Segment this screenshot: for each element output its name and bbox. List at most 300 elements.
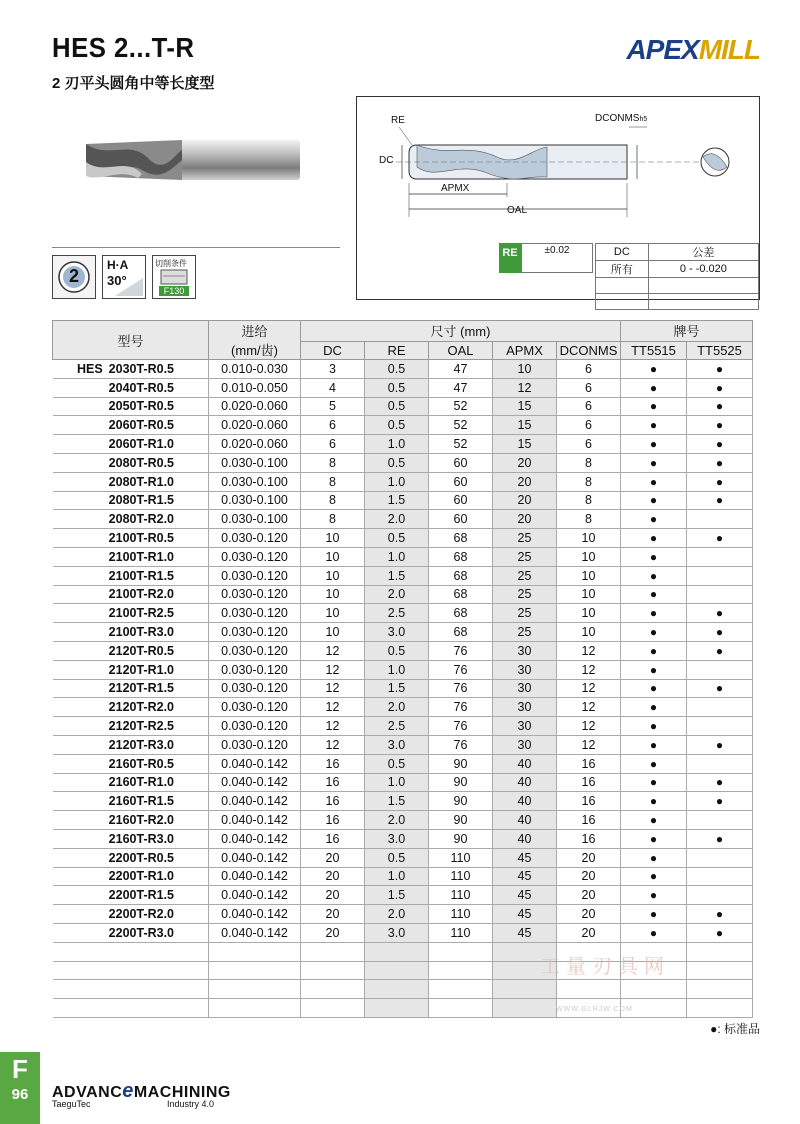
apmx-cell: 20 [493, 491, 557, 510]
table-row [53, 585, 753, 604]
oal-cell: 90 [429, 829, 493, 848]
model-code: 2080T-R1.0 [108, 474, 174, 489]
model-cell [53, 717, 209, 736]
feed-cell: 0.040-0.142 [209, 923, 301, 942]
model-cell [53, 378, 209, 397]
oal-cell: 60 [429, 453, 493, 472]
tt5525-cell [687, 547, 753, 566]
empty-cell [53, 942, 209, 961]
model-cell [53, 623, 209, 642]
model-code: 2100T-R1.5 [108, 568, 174, 583]
dconms-cell: 8 [557, 491, 621, 510]
tt5515-cell: ● [621, 811, 687, 830]
model-cell [53, 416, 209, 435]
model-code: 2200T-R1.5 [108, 888, 174, 903]
model-code: 2100T-R3.0 [108, 625, 174, 640]
re-cell: 1.0 [365, 660, 429, 679]
tt5515-cell: ● [621, 453, 687, 472]
feed-cell: 0.030-0.120 [209, 735, 301, 754]
re-cell: 0.5 [365, 397, 429, 416]
re-cell: 1.5 [365, 792, 429, 811]
end-mill-photo [80, 130, 310, 190]
apmx-cell: 15 [493, 416, 557, 435]
tol-empty [596, 294, 649, 310]
dc-cell: 10 [301, 585, 365, 604]
product-table [52, 320, 753, 1018]
table-row [53, 529, 753, 548]
dconms-cell: 16 [557, 792, 621, 811]
table-row [53, 754, 753, 773]
dconms-cell: 6 [557, 360, 621, 379]
dconms-cell: 20 [557, 848, 621, 867]
oal-cell: 68 [429, 547, 493, 566]
table-row [53, 735, 753, 754]
tt5525-cell: ● [687, 472, 753, 491]
model-code: 2160T-R0.5 [108, 756, 174, 771]
helix-label: H·A [107, 258, 129, 272]
tt5525-cell [687, 566, 753, 585]
dconms-sub: h5 [639, 116, 648, 123]
dc-cell: 4 [301, 378, 365, 397]
header-feed-unit: (mm/齿) [231, 343, 278, 358]
table-row [53, 604, 753, 623]
model-code: 2100T-R2.5 [108, 606, 174, 621]
oal-cell: 90 [429, 773, 493, 792]
tt5525-cell [687, 585, 753, 604]
dc-cell: 16 [301, 811, 365, 830]
empty-cell [209, 980, 301, 999]
tt5515-cell: ● [621, 848, 687, 867]
feed-cell: 0.030-0.100 [209, 472, 301, 491]
feed-cell: 0.020-0.060 [209, 435, 301, 454]
re-cell: 0.5 [365, 453, 429, 472]
tt5525-cell [687, 717, 753, 736]
re-cell: 1.0 [365, 435, 429, 454]
re-cell: 0.5 [365, 378, 429, 397]
flute-count-icon [52, 255, 96, 299]
model-code: 2160T-R2.0 [108, 813, 174, 828]
apmx-cell: 45 [493, 886, 557, 905]
dim-apmx-label: APMX [441, 183, 470, 194]
tt5515-cell: ● [621, 435, 687, 454]
model-code: 2160T-R3.0 [108, 831, 174, 846]
logo-part-b: MACHINING [133, 1084, 231, 1101]
table-row [53, 792, 753, 811]
re-cell: 1.0 [365, 773, 429, 792]
dc-cell: 12 [301, 698, 365, 717]
dc-cell: 10 [301, 566, 365, 585]
apmx-cell: 45 [493, 905, 557, 924]
model-code: 2080T-R0.5 [108, 455, 174, 470]
tt5515-cell: ● [621, 378, 687, 397]
empty-cell [209, 961, 301, 980]
feed-cell: 0.030-0.100 [209, 510, 301, 529]
tt5525-cell: ● [687, 378, 753, 397]
dc-cell: 10 [301, 623, 365, 642]
tt5525-cell: ● [687, 604, 753, 623]
table-row [53, 848, 753, 867]
tt5525-cell: ● [687, 679, 753, 698]
tt5515-cell: ● [621, 679, 687, 698]
table-row [53, 435, 753, 454]
table-row [53, 811, 753, 830]
re-cell: 1.5 [365, 679, 429, 698]
dconms-cell: 12 [557, 698, 621, 717]
feed-cell: 0.030-0.120 [209, 529, 301, 548]
re-cell: 2.0 [365, 905, 429, 924]
header-col-apmx: APMX [493, 341, 557, 359]
feed-cell: 0.010-0.030 [209, 360, 301, 379]
re-cell: 0.5 [365, 848, 429, 867]
apmx-cell: 45 [493, 923, 557, 942]
header-col-re: RE [365, 341, 429, 359]
dc-cell: 5 [301, 397, 365, 416]
model-code: 2160T-R1.5 [108, 794, 174, 809]
divider [52, 247, 340, 248]
model-code: 2120T-R0.5 [108, 643, 174, 658]
tt5515-cell: ● [621, 604, 687, 623]
re-cell: 3.0 [365, 829, 429, 848]
apmx-cell: 40 [493, 811, 557, 830]
dim-dc-label: DC [379, 155, 394, 166]
re-cell: 2.5 [365, 604, 429, 623]
oal-cell: 76 [429, 735, 493, 754]
empty-cell [687, 980, 753, 999]
oal-cell: 47 [429, 378, 493, 397]
apmx-cell: 20 [493, 453, 557, 472]
apmx-cell: 30 [493, 698, 557, 717]
table-row [53, 698, 753, 717]
model-code: 2050T-R0.5 [108, 399, 174, 414]
re-cell: 2.0 [365, 698, 429, 717]
tt5525-cell: ● [687, 360, 753, 379]
dconms-cell: 12 [557, 735, 621, 754]
feed-cell: 0.040-0.142 [209, 773, 301, 792]
dconms-cell: 12 [557, 660, 621, 679]
dc-cell: 16 [301, 754, 365, 773]
tt5515-cell: ● [621, 735, 687, 754]
dc-cell: 12 [301, 660, 365, 679]
model-prefix: HES [76, 361, 103, 376]
page-subtitle: 2 刃平头圆角中等长度型 [52, 75, 215, 92]
header-col-dc: DC [301, 341, 365, 359]
tt5525-cell: ● [687, 491, 753, 510]
tt5515-cell: ● [621, 510, 687, 529]
re-cell: 0.5 [365, 416, 429, 435]
apmx-cell: 30 [493, 641, 557, 660]
dc-tolerance-table [595, 243, 759, 310]
dc-cell: 6 [301, 416, 365, 435]
tt5515-cell: ● [621, 923, 687, 942]
dconms-cell: 12 [557, 717, 621, 736]
apmx-cell: 25 [493, 547, 557, 566]
tol-header-tol: 公差 [648, 244, 758, 261]
re-badge: RE [499, 243, 521, 273]
feed-cell: 0.030-0.120 [209, 679, 301, 698]
oal-cell: 76 [429, 717, 493, 736]
apmx-cell: 30 [493, 679, 557, 698]
dc-cell: 12 [301, 735, 365, 754]
tt5515-cell: ● [621, 641, 687, 660]
table-row [53, 397, 753, 416]
model-code: 2120T-R2.0 [108, 700, 174, 715]
tt5525-cell: ● [687, 623, 753, 642]
dc-cell: 3 [301, 360, 365, 379]
feed-cell: 0.040-0.142 [209, 792, 301, 811]
re-cell: 3.0 [365, 923, 429, 942]
tt5515-cell: ● [621, 792, 687, 811]
watermark-url: WWW.GLRJW.COM [556, 1006, 633, 1013]
feed-cell: 0.040-0.142 [209, 886, 301, 905]
model-code: 2120T-R1.5 [108, 681, 174, 696]
page-title: HES 2...T-R [52, 32, 195, 63]
re-cell: 1.5 [365, 886, 429, 905]
header-model: 型号 [53, 321, 209, 360]
dc-cell: 8 [301, 491, 365, 510]
tol-cell-range: 0 - -0.020 [648, 261, 758, 278]
model-cell [53, 679, 209, 698]
dc-cell: 10 [301, 547, 365, 566]
tt5525-cell [687, 867, 753, 886]
tt5525-cell: ● [687, 905, 753, 924]
feed-cell: 0.040-0.142 [209, 848, 301, 867]
tt5525-cell: ● [687, 397, 753, 416]
dconms-cell: 12 [557, 641, 621, 660]
tol-empty [596, 278, 649, 294]
dim-oal-label: OAL [507, 205, 528, 216]
model-code: 2200T-R3.0 [108, 925, 174, 940]
page-number: 96 [11, 1086, 29, 1103]
model-cell [53, 660, 209, 679]
tt5515-cell: ● [621, 360, 687, 379]
empty-cell [493, 980, 557, 999]
empty-cell [429, 942, 493, 961]
feed-cell: 0.030-0.100 [209, 453, 301, 472]
table-row [53, 641, 753, 660]
tol-empty [648, 278, 758, 294]
model-cell [53, 491, 209, 510]
table-row [53, 660, 753, 679]
model-cell [53, 735, 209, 754]
model-cell [53, 453, 209, 472]
model-code: 2200T-R2.0 [108, 907, 174, 921]
tt5525-cell: ● [687, 435, 753, 454]
dimension-diagram [356, 96, 760, 300]
empty-cell [53, 999, 209, 1018]
helix-angle: 30° [107, 273, 127, 288]
empty-cell [557, 980, 621, 999]
re-cell: 1.5 [365, 491, 429, 510]
feed-cell: 0.040-0.142 [209, 754, 301, 773]
apmx-cell: 40 [493, 773, 557, 792]
table-row [53, 378, 753, 397]
empty-row [53, 980, 753, 999]
oal-cell: 76 [429, 641, 493, 660]
model-code: 2100T-R0.5 [108, 531, 174, 546]
tt5515-cell: ● [621, 566, 687, 585]
table-row [53, 566, 753, 585]
dc-cell: 16 [301, 829, 365, 848]
dc-cell: 8 [301, 453, 365, 472]
feed-cell: 0.030-0.120 [209, 660, 301, 679]
model-cell [53, 585, 209, 604]
oal-cell: 90 [429, 811, 493, 830]
dc-cell: 12 [301, 679, 365, 698]
cutting-code: F130 [159, 286, 189, 296]
model-code: 2120T-R2.5 [108, 719, 174, 734]
model-cell [53, 792, 209, 811]
tt5515-cell: ● [621, 698, 687, 717]
model-code: 2120T-R3.0 [108, 737, 174, 752]
logo-e: e [122, 1080, 134, 1102]
apmx-cell: 30 [493, 717, 557, 736]
cutting-condition-icon [152, 255, 196, 299]
tt5515-cell: ● [621, 886, 687, 905]
brand-logo-apex: APEX [626, 34, 699, 65]
tt5525-cell: ● [687, 735, 753, 754]
model-cell [53, 754, 209, 773]
tt5525-cell [687, 886, 753, 905]
feed-cell: 0.030-0.120 [209, 604, 301, 623]
tt5515-cell: ● [621, 867, 687, 886]
tt5525-cell [687, 698, 753, 717]
model-code: 2060T-R0.5 [108, 418, 174, 433]
oal-cell: 90 [429, 792, 493, 811]
tt5515-cell: ● [621, 585, 687, 604]
empty-cell [365, 942, 429, 961]
table-row [53, 623, 753, 642]
dconms-cell: 10 [557, 623, 621, 642]
empty-cell [301, 999, 365, 1018]
header-feed-label: 进给 [241, 324, 268, 339]
table-row [53, 679, 753, 698]
table-row [53, 886, 753, 905]
empty-cell [687, 961, 753, 980]
table-row [53, 510, 753, 529]
model-cell [53, 547, 209, 566]
model-cell [53, 867, 209, 886]
dconms-cell: 6 [557, 416, 621, 435]
flute-count: 2 [68, 266, 79, 286]
tt5515-cell: ● [621, 547, 687, 566]
section-letter: F [12, 1054, 28, 1084]
feed-cell: 0.030-0.120 [209, 585, 301, 604]
dconms-cell: 8 [557, 510, 621, 529]
tt5515-cell: ● [621, 397, 687, 416]
dim-dconms-label [595, 113, 647, 124]
dc-cell: 6 [301, 435, 365, 454]
header-col-tt5515: TT5515 [621, 341, 687, 359]
dconms-cell: 16 [557, 754, 621, 773]
dconms-cell: 16 [557, 773, 621, 792]
dc-cell: 16 [301, 773, 365, 792]
header-dimensions: 尺寸 (mm) [301, 321, 621, 342]
apmx-cell: 30 [493, 735, 557, 754]
tt5525-cell: ● [687, 792, 753, 811]
section-tab [0, 1052, 40, 1124]
oal-cell: 52 [429, 435, 493, 454]
dconms-cell: 16 [557, 829, 621, 848]
tol-cell-all: 所有 [596, 261, 649, 278]
oal-cell: 110 [429, 905, 493, 924]
apmx-cell: 40 [493, 829, 557, 848]
feed-cell: 0.030-0.120 [209, 566, 301, 585]
re-cell: 2.0 [365, 585, 429, 604]
apmx-cell: 20 [493, 472, 557, 491]
tt5525-cell [687, 660, 753, 679]
dc-cell: 20 [301, 886, 365, 905]
table-row [53, 905, 753, 924]
apmx-cell: 25 [493, 623, 557, 642]
tt5515-cell: ● [621, 623, 687, 642]
re-cell: 1.5 [365, 566, 429, 585]
dc-cell: 16 [301, 792, 365, 811]
oal-cell: 60 [429, 491, 493, 510]
model-cell [53, 829, 209, 848]
table-row [53, 491, 753, 510]
re-cell: 3.0 [365, 735, 429, 754]
oal-cell: 68 [429, 529, 493, 548]
dconms-cell: 8 [557, 472, 621, 491]
oal-cell: 68 [429, 604, 493, 623]
dim-re-label: RE [391, 115, 405, 126]
table-row [53, 773, 753, 792]
re-cell: 1.0 [365, 547, 429, 566]
empty-cell [209, 999, 301, 1018]
dconms-cell: 20 [557, 923, 621, 942]
tt5525-cell: ● [687, 829, 753, 848]
model-code: 2120T-R1.0 [108, 662, 174, 677]
table-row [53, 923, 753, 942]
table-row [53, 717, 753, 736]
re-cell: 0.5 [365, 360, 429, 379]
empty-cell [687, 942, 753, 961]
model-cell [53, 529, 209, 548]
dconms-cell: 10 [557, 529, 621, 548]
empty-cell [365, 961, 429, 980]
re-cell: 2.0 [365, 811, 429, 830]
dc-cell: 12 [301, 641, 365, 660]
model-cell [53, 566, 209, 585]
empty-cell [365, 999, 429, 1018]
dc-cell: 20 [301, 848, 365, 867]
empty-cell [429, 961, 493, 980]
oal-cell: 47 [429, 360, 493, 379]
apmx-cell: 45 [493, 867, 557, 886]
empty-row [53, 999, 753, 1018]
table-row [53, 829, 753, 848]
tt5525-cell: ● [687, 641, 753, 660]
dc-cell: 12 [301, 717, 365, 736]
dconms-cell: 10 [557, 604, 621, 623]
apmx-cell: 15 [493, 397, 557, 416]
model-cell [53, 811, 209, 830]
apmx-cell: 25 [493, 529, 557, 548]
model-cell [53, 472, 209, 491]
cutting-label: 切削条件 [155, 259, 187, 268]
empty-cell [687, 999, 753, 1018]
logo-sub-right: Industry 4.0 [166, 1099, 214, 1109]
logo-part-a: ADVANC [52, 1084, 123, 1101]
empty-cell [209, 942, 301, 961]
feed-cell: 0.030-0.120 [209, 623, 301, 642]
model-cell [53, 923, 209, 942]
feed-cell: 0.020-0.060 [209, 397, 301, 416]
dc-cell: 8 [301, 510, 365, 529]
feed-cell: 0.040-0.142 [209, 905, 301, 924]
brand-logo [626, 34, 760, 66]
tt5515-cell: ● [621, 529, 687, 548]
